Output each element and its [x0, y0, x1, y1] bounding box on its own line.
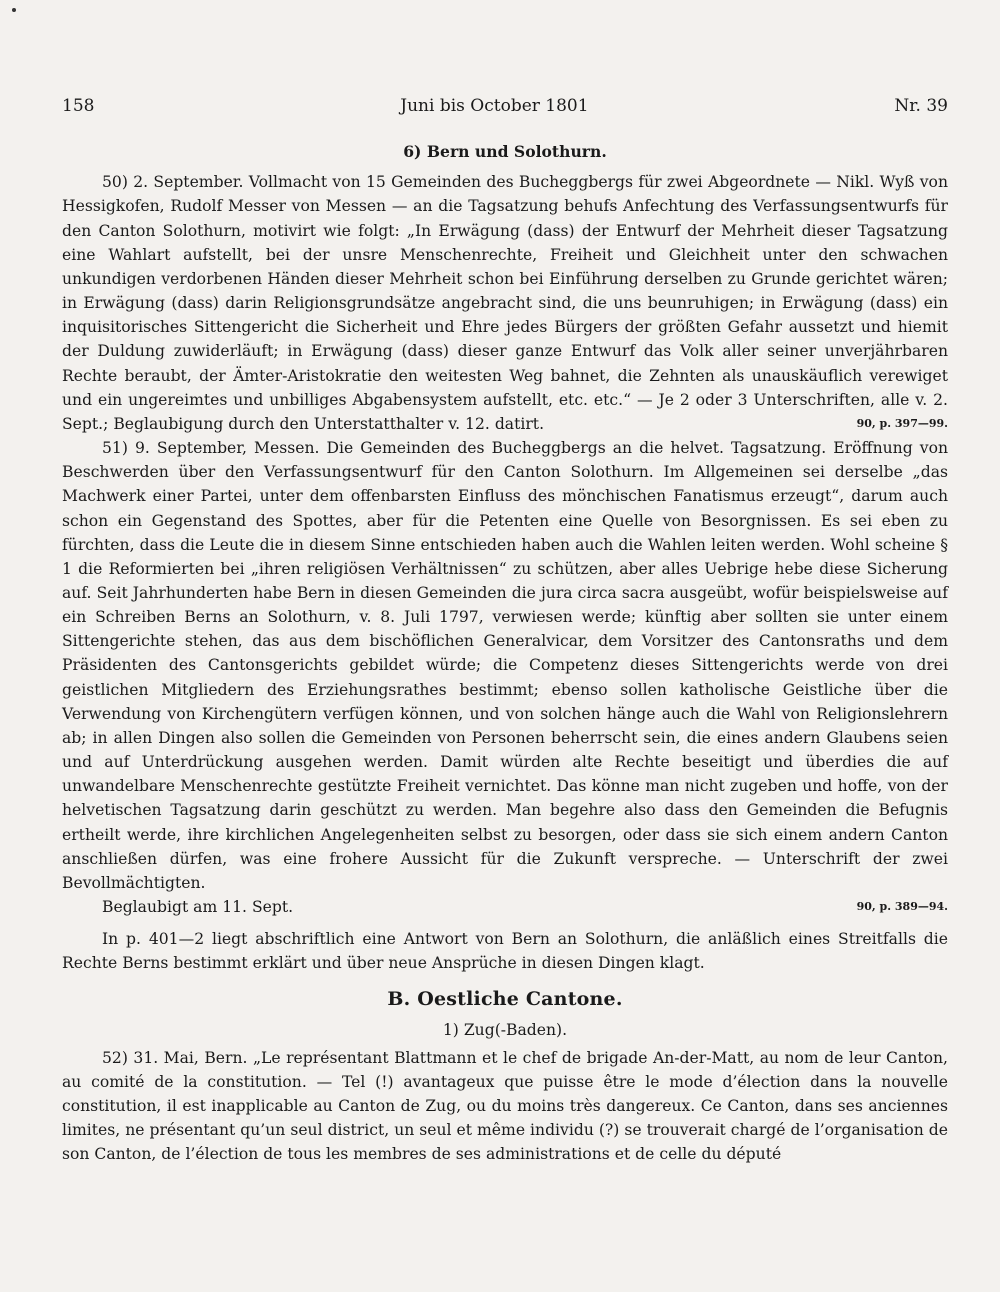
section-heading-oestliche-cantone: B. Oestliche Cantone. — [387, 988, 623, 1011]
entry-50 — [62, 170, 948, 436]
page-speck — [12, 8, 16, 12]
running-header — [62, 94, 948, 118]
entry-51-reference: 90, p. 389—94. — [856, 900, 948, 913]
entry-51 — [62, 436, 948, 895]
document-page — [62, 94, 948, 1167]
header-title: Juni bis October 1801 — [400, 96, 589, 116]
entry-52: 52) 31. Mai, Bern. „Le représentant Blattmann et le chef de brigade An-der-Matt, au nom de leur Canton, au comité de la constitution. — Tel (!) avantageux que puisse être le mode d’élection dans la nouvelle constitution, il est inapplicable au Canton de Zug, ou du moins très dangereux. Ce Canton, dans ses anciennes limites, ne présentant qu’un seul district, un seul et même individu (?) se trouverait chargé de l’organisation de son Canton, de l’élection de tous les membres de ses administrations et de celle du député — [62, 1048, 948, 1164]
entry-50-text: 50) 2. September. Vollmacht von 15 Gemeinden des Bucheggbergs für zwei Abgeordnete — Nikl. Wyß von Hessigkofen, Rudolf Messer von Messen — an die Tagsatzung behufs Anfechtung des Verfassungsentwurfs für den Canton Solothurn, motivirt wie folgt: „In Erwägung (dass) der Entwurf der Mehrheit dieser Tagsatzung eine Wahlart aufstellt, bei der unsre Menschenrechte, Freiheit und Gleichheit unter den schwachen unkundigen verdorbenen Händen dieser Mehrheit schon bei Einführung derselben zu Grunde gerichtet wären; in Erwägung (dass) darin Religionsgrundsätze angebracht sind, die uns beunruhigen; in Erwägung (dass) ein inquisitorisches Sittengericht die Sicherheit und Ehre jedes Bürgers der größten Gefahr aussetzt und hiemit der Duldung zuwiderläuft; in Erwägung (dass) dieser ganze Entwurf das Volk aller seiner unverjährbaren Rechte beraubt, der Ämter-Aristokratie den weitesten Weg bahnet, die Zehnten als unauskäuflich verewiget und ein ungereimtes und unbilliges Abgabensystem aufstellt, etc. etc.“ — Je 2 oder 3 Unterschriften, alle v. 2. Sept.; Beglaubigung durch den Unterstatthalter v. 12. datirt. — [62, 173, 948, 433]
entry-51-certification — [62, 895, 948, 919]
page-number: 158 — [62, 96, 95, 116]
subsection-heading-zug: 1) Zug(-Baden). — [442, 1020, 568, 1039]
editorial-note: In p. 401—2 liegt abschriftlich eine Antwort von Bern an Solothurn, die anläßlich eines Streitfalls die Rechte Berns bestimmt erklärt und über neue Ansprüche in diesen Dingen klagt. — [62, 930, 948, 973]
document-number: Nr. 39 — [894, 96, 948, 116]
entry-51-beglaubigt: Beglaubigt am 11. Sept. — [102, 898, 294, 916]
section-heading-bern-solothurn: 6) Bern und Solothurn. — [403, 142, 607, 162]
entry-51-text: 51) 9. September, Messen. Die Gemeinden des Bucheggbergs an die helvet. Tagsatzung. Eröffnung von Beschwerden über den Verfassungsentwurf für den Canton Solothurn. Im Allgemeinen sei derselbe „das Machwerk einer Partei, unter dem offenbarsten Einfluss des mönchischen Fanatismus erzeugt“, darum auch schon ein Gegenstand des Spottes, aber für die Petenten eine Quelle von Besorgnissen. Es sei eben zu fürchten, dass die Leute die in diesem Sinne entschieden haben auch die Wahlen leiten werden. Wohl scheine § 1 die Reformierten bei „ihren religiösen Verhältnissen“ zu schützen, aber alles Uebrige hebe diese Sicherung auf. Seit Jahrhunderten habe Bern in diesen Gemeinden die jura circa sacra ausgeübt, wofür beispielsweise auf ein Schreiben Berns an Solothurn, v. 8. Juli 1797, verwiesen werde; künftig aber sollten sie unter einem Sittengerichte stehen, das aus dem bischöflichen Generalvicar, dem Vorsitzer des Cantonsraths und dem Präsidenten des Cantonsgerichts gebildet würde; die Competenz dieses Sittengerichts werde von drei geistlichen Mitgliedern des Erziehungsrathes bestimmt; ebenso sollen katholische Geistliche über die Verwendung von Kirchengütern verfügen können, und von solchen hänge auch die Wahl von Religionslehrern ab; in allen Dingen also sollen die Gemeinden von Personen beherrscht sein, die eines andern Glaubens seien und auf Unterdrückung ausgehen werden. Damit würden alte Rechte beseitigt und überdies die auf unwandelbare Menschenrechte gestützte Freiheit vernichtet. Das könne man nicht zugeben und hoffe, von der helvetischen Tagsatzung darin geschützt zu werden. Man begehre also dass den Gemeinden die Befugnis ertheilt werde, ihre kirchlichen Angelegenheiten selbst zu besorgen, oder dass sie sich einem andern Canton anschließen dürfen, was eine frohere Aussicht für die Zukunft verspreche. — Unterschrift der zwei Bevollmächtigten. — [62, 439, 948, 892]
entry-50-reference: 90, p. 397—99. — [856, 416, 948, 430]
